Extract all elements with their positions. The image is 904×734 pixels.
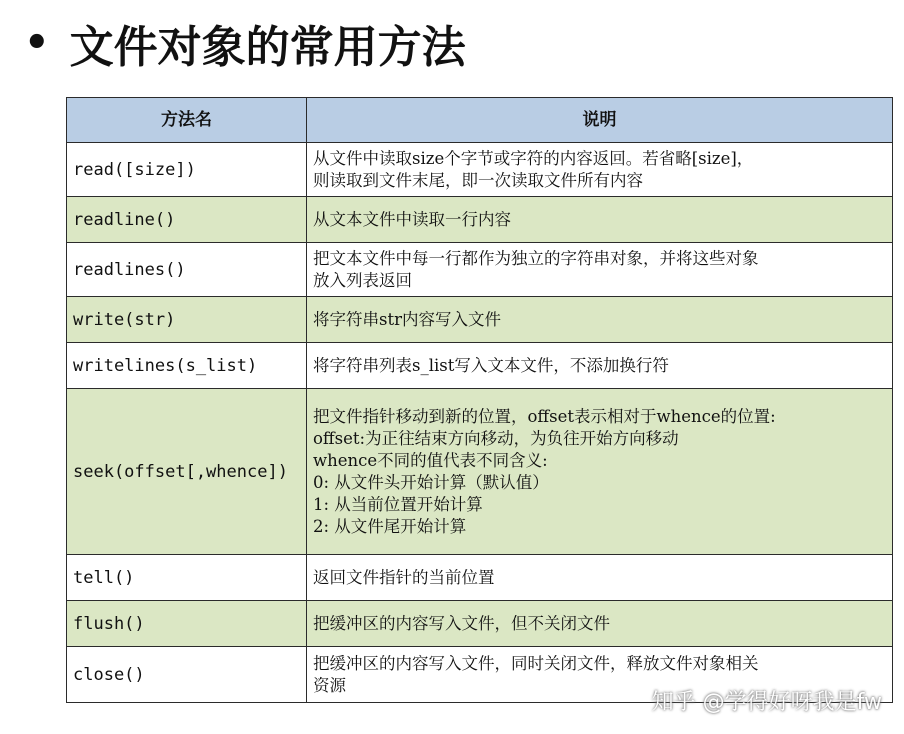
description-cell — [307, 389, 893, 555]
description-line: 将字符串str内容写入文件 — [313, 309, 501, 329]
description-line: 把缓冲区的内容写入文件，同时关闭文件，释放文件对象相关 — [313, 653, 759, 673]
description-cell — [307, 243, 893, 297]
table-row — [67, 601, 893, 647]
column-header-description: 说明 — [307, 98, 893, 143]
description-line: 则读取到文件末尾，即一次读取文件所有内容 — [313, 170, 643, 190]
page-title — [18, 10, 466, 76]
description-cell — [307, 601, 893, 647]
watermark: 知乎 @学得好呀我是fw — [651, 690, 882, 715]
table-body — [67, 143, 893, 703]
table-row — [67, 343, 893, 389]
description-line: 把文本文件中每一行都作为独立的字符串对象，并将这些对象 — [313, 248, 759, 268]
table-row — [67, 389, 893, 555]
description-line: 放入列表返回 — [313, 270, 412, 290]
description-line: 从文件中读取size个字节或字符的内容返回。若省略[size]， — [313, 148, 754, 168]
method-name-cell: writelines(s_list) — [67, 343, 307, 389]
table-row — [67, 297, 893, 343]
description-cell — [307, 143, 893, 197]
method-name-cell: tell() — [67, 555, 307, 601]
description-line: 0: 从文件头开始计算（默认值） — [313, 472, 549, 492]
methods-table — [66, 97, 893, 703]
description-line: 2: 从文件尾开始计算 — [313, 516, 467, 536]
table-row — [67, 197, 893, 243]
description-line: 资源 — [313, 675, 346, 695]
method-name-cell: flush() — [67, 601, 307, 647]
table-header-row — [67, 98, 893, 143]
description-line: 把文件指针移动到新的位置，offset表示相对于whence的位置: — [313, 406, 776, 426]
description-cell — [307, 555, 893, 601]
column-header-method: 方法名 — [67, 98, 307, 143]
description-cell — [307, 297, 893, 343]
method-name-cell: seek(offset[,whence]) — [67, 389, 307, 555]
table-row — [67, 243, 893, 297]
bullet-icon: • — [24, 20, 50, 66]
description-line: 从文本文件中读取一行内容 — [313, 209, 511, 229]
description-cell — [307, 197, 893, 243]
description-line: 把缓冲区的内容写入文件，但不关闭文件 — [313, 613, 610, 633]
description-line: 返回文件指针的当前位置 — [313, 567, 495, 587]
description-line: offset:为正往结束方向移动，为负往开始方向移动 — [313, 428, 679, 448]
description-line: whence不同的值代表不同含义: — [313, 450, 548, 470]
description-line: 将字符串列表s_list写入文本文件，不添加换行符 — [313, 355, 669, 375]
method-name-cell: write(str) — [67, 297, 307, 343]
method-name-cell: close() — [67, 647, 307, 703]
description-cell — [307, 343, 893, 389]
method-name-cell: readline() — [67, 197, 307, 243]
description-line: 1: 从当前位置开始计算 — [313, 494, 483, 514]
method-name-cell: read([size]) — [67, 143, 307, 197]
page-title-text: 文件对象的常用方法 — [69, 22, 466, 73]
table-row — [67, 143, 893, 197]
method-name-cell: readlines() — [67, 243, 307, 297]
table-row — [67, 555, 893, 601]
